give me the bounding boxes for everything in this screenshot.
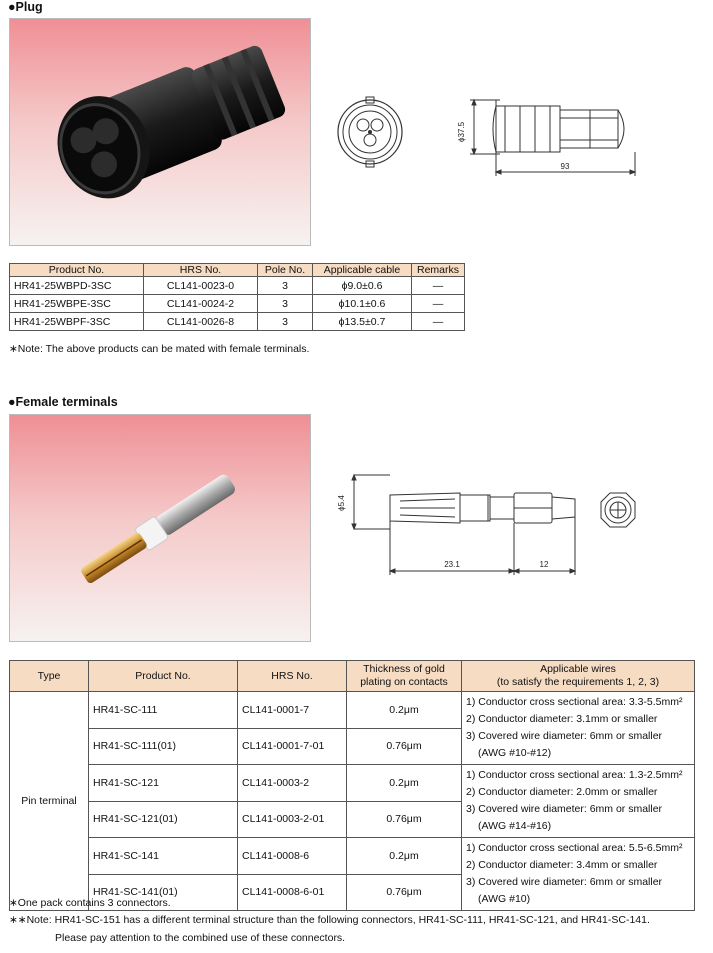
wires-cell (462, 692, 695, 765)
wire-line: (AWG #10-#12) (478, 747, 552, 759)
wire-line: 1) Conductor cross sectional area: 5.5-6.5mm² (466, 842, 683, 854)
female-terminal-table (9, 660, 695, 911)
plug-table (9, 263, 465, 331)
table-row (10, 765, 695, 802)
plug-col-pole: Pole No. (258, 264, 313, 277)
cell: CL141-0023-0 (144, 277, 258, 295)
table-row (10, 295, 465, 313)
terminal-diameter-label: ϕ5.4 (337, 495, 346, 511)
plug-side-view-drawing (440, 92, 650, 182)
cell: CL141-0003-2 (238, 765, 347, 802)
plug-col-hrs: HRS No. (144, 264, 258, 277)
cell: HR41-SC-111 (89, 692, 238, 729)
wire-line: 2) Conductor diameter: 2.0mm or smaller (466, 786, 658, 798)
plug-diameter-label: ϕ37.5 (457, 121, 466, 143)
cell: ϕ10.1±0.6 (313, 295, 412, 313)
cell: HR41-SC-141 (89, 838, 238, 875)
cell: 0.76μm (347, 874, 462, 911)
cell: CL141-0008-6-01 (238, 874, 347, 911)
plug-col-cable: Applicable cable (313, 264, 412, 277)
wire-line: (AWG #14-#16) (478, 820, 552, 832)
plug-heading: ●Plug (8, 0, 43, 14)
wire-line: 2) Conductor diameter: 3.1mm or smaller (466, 713, 658, 725)
plug-front-view-drawing (330, 92, 410, 172)
table-row (10, 838, 695, 875)
cell: ϕ13.5±0.7 (313, 313, 412, 331)
cell: CL141-0003-2-01 (238, 801, 347, 838)
terminal-end-view-drawing (598, 490, 638, 530)
female-col-wires (462, 661, 695, 692)
wires-cell (462, 838, 695, 911)
plug-photo (9, 18, 311, 246)
cell: 0.2μm (347, 765, 462, 802)
header-line: Thickness of gold (363, 663, 445, 675)
cell: HR41-25WBPF-3SC (10, 313, 144, 331)
cell: HR41-SC-121(01) (89, 801, 238, 838)
cell: — (412, 313, 465, 331)
wire-line: (AWG #10) (478, 893, 531, 905)
table-row (10, 277, 465, 295)
terminal-length-a-label: 23.1 (444, 560, 460, 569)
cell: — (412, 295, 465, 313)
plug-length-label: 93 (560, 162, 570, 171)
wires-cell (462, 765, 695, 838)
terminal-length-b-label: 12 (539, 560, 549, 569)
female-heading: ●Female terminals (8, 395, 118, 409)
cell: CL141-0001-7-01 (238, 728, 347, 765)
cell: 0.76μm (347, 801, 462, 838)
cell: HR41-25WBPE-3SC (10, 295, 144, 313)
cell: HR41-SC-121 (89, 765, 238, 802)
female-note-2: ∗∗Note: HR41-SC-151 has a different terminal structure than the following connectors, HR41-SC-111, HR41-SC-121, and HR41-SC-141. (9, 914, 650, 926)
table-row (10, 313, 465, 331)
header-line: Applicable wires (540, 663, 616, 675)
plug-note: ∗Note: The above products can be mated with female terminals. (9, 343, 310, 355)
female-col-type: Type (10, 661, 89, 692)
cell: CL141-0008-6 (238, 838, 347, 875)
female-col-gold (347, 661, 462, 692)
wire-line: 1) Conductor cross sectional area: 3.3-5.5mm² (466, 696, 683, 708)
female-note-3: Please pay attention to the combined use of these connectors. (55, 932, 346, 944)
female-note-1: ∗One pack contains 3 connectors. (9, 897, 171, 909)
table-row (10, 692, 695, 729)
cell: 3 (258, 313, 313, 331)
female-col-product: Product No. (89, 661, 238, 692)
terminal-side-view-drawing (330, 465, 590, 580)
plug-col-remarks: Remarks (412, 264, 465, 277)
cell: HR41-25WBPD-3SC (10, 277, 144, 295)
wire-line: 2) Conductor diameter: 3.4mm or smaller (466, 859, 658, 871)
cell: CL141-0024-2 (144, 295, 258, 313)
female-terminal-photo (9, 414, 311, 642)
cell: CL141-0026-8 (144, 313, 258, 331)
cell: 3 (258, 277, 313, 295)
cell: 0.76μm (347, 728, 462, 765)
type-cell: Pin terminal (10, 692, 89, 911)
cell: 3 (258, 295, 313, 313)
wire-line: 3) Covered wire diameter: 6mm or smaller (466, 876, 663, 888)
header-line: plating on contacts (360, 676, 448, 688)
cell: 0.2μm (347, 838, 462, 875)
header-line: (to satisfy the requirements 1, 2, 3) (496, 676, 660, 688)
plug-col-product: Product No. (10, 264, 144, 277)
wire-line: 3) Covered wire diameter: 6mm or smaller (466, 803, 663, 815)
cell: HR41-SC-111(01) (89, 728, 238, 765)
cell: 0.2μm (347, 692, 462, 729)
cell: HR41-SC-141(01) (89, 874, 238, 911)
wire-line: 3) Covered wire diameter: 6mm or smaller (466, 730, 663, 742)
cell: ϕ9.0±0.6 (313, 277, 412, 295)
female-col-hrs: HRS No. (238, 661, 347, 692)
wire-line: 1) Conductor cross sectional area: 1.3-2.5mm² (466, 769, 683, 781)
cell: CL141-0001-7 (238, 692, 347, 729)
cell: — (412, 277, 465, 295)
